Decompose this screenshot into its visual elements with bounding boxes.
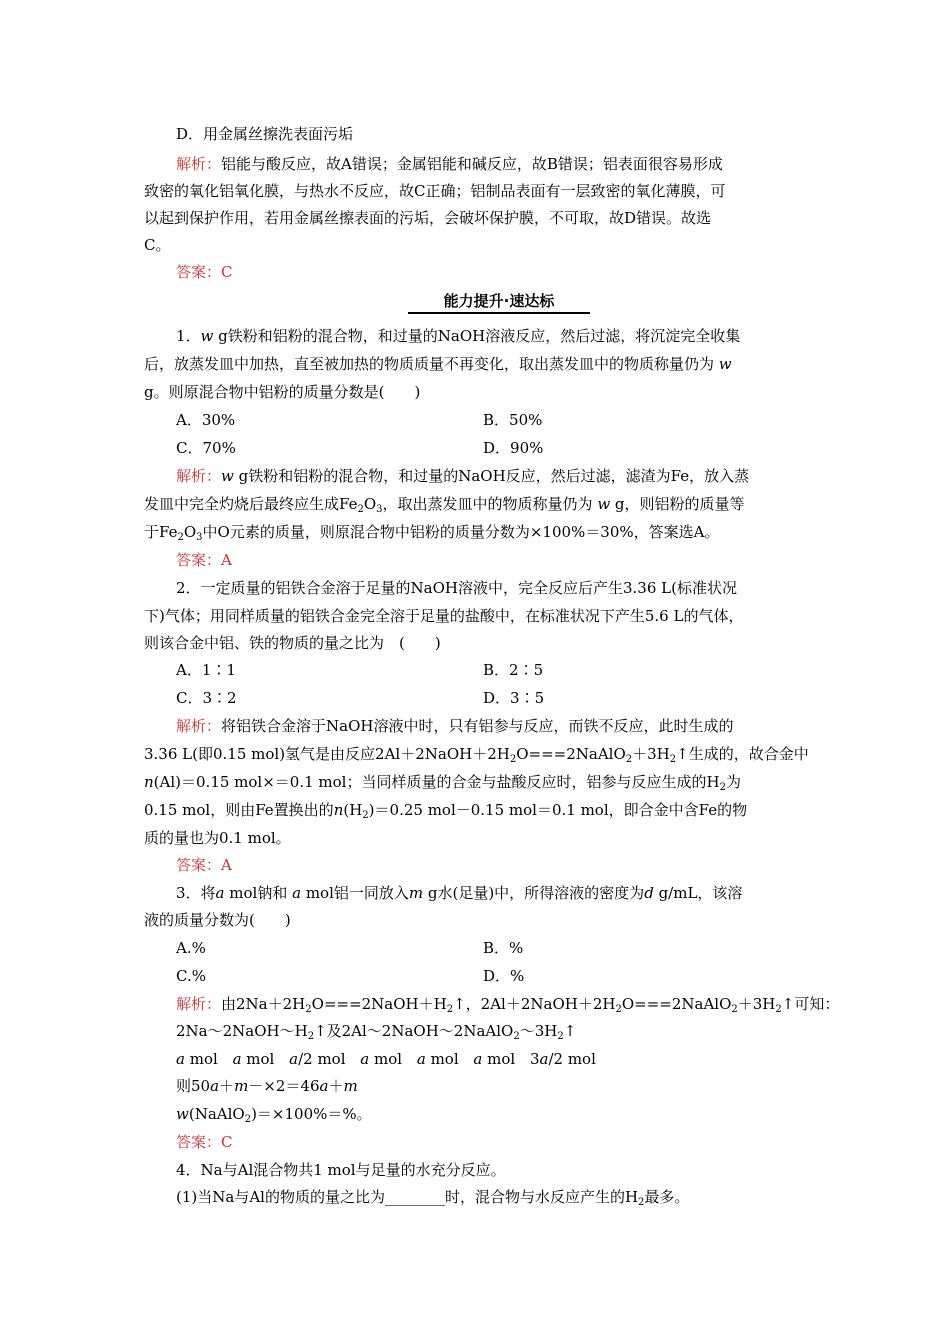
text: mol bbox=[184, 1050, 218, 1068]
analysis-label: 解析： bbox=[176, 995, 222, 1013]
var-a: a bbox=[215, 884, 225, 902]
text: ＋ bbox=[328, 1077, 344, 1095]
text: )＝×100%＝%。 bbox=[251, 1105, 372, 1123]
q3-then-line bbox=[176, 1076, 358, 1096]
answer-value: C bbox=[221, 1133, 233, 1151]
text: 由2Na＋2H bbox=[221, 995, 306, 1013]
text: ＋ bbox=[219, 1077, 235, 1095]
var-a: a bbox=[176, 1050, 185, 1068]
q3-equation-1 bbox=[176, 1021, 576, 1041]
q3-result-line bbox=[176, 1104, 372, 1124]
q2-option-b[interactable]: B．2∶5 bbox=[483, 661, 544, 679]
subscript: 2 bbox=[357, 504, 364, 515]
text: (1)当Na与Al的物质的量之比为________时，混合物与水反应产生的H bbox=[176, 1188, 639, 1206]
var-a: a bbox=[232, 1050, 242, 1068]
var-m: m bbox=[234, 1077, 249, 1095]
subscript: 2 bbox=[669, 754, 677, 765]
q3-line-2: 液的质量分数为( ) bbox=[144, 911, 291, 929]
q1-analysis-line-2 bbox=[144, 494, 745, 514]
text: 最多。 bbox=[644, 1188, 690, 1206]
text: 3．将 bbox=[176, 884, 216, 902]
q1-line-1 bbox=[176, 326, 740, 346]
text: O===2NaOH＋H bbox=[311, 995, 447, 1013]
text: mol bbox=[369, 1050, 403, 1068]
q1-answer bbox=[176, 550, 232, 570]
q3-equation-2 bbox=[176, 1049, 596, 1069]
q1-analysis-line-3 bbox=[144, 522, 719, 542]
q2-option-d[interactable]: D．3∶5 bbox=[483, 689, 545, 707]
analysis-label: 解析： bbox=[176, 467, 222, 485]
q1-option-b[interactable]: B．50% bbox=[483, 411, 543, 429]
q2-analysis-line-1 bbox=[176, 716, 733, 736]
q1-line-2 bbox=[144, 354, 732, 374]
subscript: 2 bbox=[638, 1197, 645, 1208]
text: )＝0.25 mol－0.15 mol＝0.1 mol，即合金中含Fe的物 bbox=[368, 801, 748, 819]
text: －×2＝46 bbox=[248, 1077, 320, 1095]
subscript: 3 bbox=[376, 504, 383, 515]
var-w: w bbox=[221, 467, 234, 485]
answer-value: A bbox=[221, 551, 232, 569]
text: g/mL，该溶 bbox=[653, 884, 743, 902]
subscript: 2 bbox=[446, 1004, 454, 1015]
analysis-label: 解析： bbox=[176, 717, 222, 735]
text: ＋3H bbox=[737, 995, 776, 1013]
var-w: w bbox=[597, 495, 611, 513]
text: 2Na～2NaOH～H bbox=[176, 1022, 308, 1040]
q1-option-a[interactable]: A．30% bbox=[176, 411, 236, 429]
prev-analysis-line-1 bbox=[176, 154, 723, 174]
var-a: a bbox=[473, 1050, 483, 1068]
q2-analysis-line-5: 质的量也为0.1 mol。 bbox=[144, 829, 291, 847]
text: 后，放蒸发皿中加热，直至被加热的物质质量不再变化，取出蒸发皿中的物质称量仍为 bbox=[144, 355, 719, 373]
section-title: 能力提升·速达标 bbox=[443, 292, 555, 310]
analysis-label: 解析： bbox=[176, 155, 222, 173]
q2-line-2: 下)气体；用同样质量的铝铁合金完全溶于足量的盐酸中，在标准状况下产生5.6 L的气体， bbox=[144, 607, 744, 625]
prev-analysis-line-4: C。 bbox=[144, 236, 171, 254]
q3-line-1 bbox=[176, 883, 742, 903]
text: ，取出蒸发皿中的物质称量仍为 bbox=[382, 495, 598, 513]
q1-analysis-line-1 bbox=[176, 466, 749, 486]
subscript: 2 bbox=[307, 1031, 315, 1042]
text: mol bbox=[482, 1050, 516, 1068]
text: 1． bbox=[176, 327, 201, 345]
var-w: w bbox=[718, 355, 732, 373]
text: mol钠和 bbox=[224, 884, 293, 902]
q4-line-1: 4．Na与Al混合物共1 mol与足量的水充分反应。 bbox=[176, 1161, 506, 1179]
text: 0.15 mol，则由Fe置换出的 bbox=[144, 801, 334, 819]
text: 3.36 L(即0.15 mol)氢气是由反应2Al＋2NaOH＋2H bbox=[144, 745, 510, 763]
q2-option-c[interactable]: C．3∶2 bbox=[176, 689, 237, 707]
var-n: n bbox=[333, 801, 344, 819]
text: 发皿中完全灼烧后最终应生成Fe bbox=[144, 495, 358, 513]
subscript: 2 bbox=[775, 1004, 782, 1015]
subscript: 2 bbox=[625, 754, 633, 765]
text: O bbox=[183, 523, 197, 541]
q3-option-b[interactable]: B．% bbox=[483, 939, 524, 957]
var-a: a bbox=[292, 884, 302, 902]
text: /2 mol bbox=[548, 1050, 596, 1068]
subscript: 2 bbox=[719, 782, 726, 793]
answer-value: C bbox=[221, 263, 233, 281]
text: 为 bbox=[725, 773, 741, 791]
q2-analysis-line-2 bbox=[144, 744, 809, 764]
text: g，则铝粉的质量等 bbox=[610, 495, 745, 513]
answer-value: A bbox=[221, 856, 232, 874]
q2-option-a[interactable]: A．1∶1 bbox=[176, 661, 236, 679]
text: ↑生成的，故合金中 bbox=[676, 745, 809, 763]
var-m: m bbox=[408, 884, 424, 902]
subscript: 3 bbox=[196, 532, 203, 543]
text: ↑ bbox=[563, 1022, 577, 1040]
q2-answer bbox=[176, 855, 232, 875]
subscript: 2 bbox=[244, 1114, 252, 1125]
q3-answer bbox=[176, 1132, 233, 1152]
q1-option-d[interactable]: D．90% bbox=[483, 439, 544, 457]
subscript: 2 bbox=[177, 532, 184, 543]
text: 3 bbox=[529, 1050, 540, 1068]
text: 将铝铁合金溶于NaOH溶液中时，只有铝参与反应，而铁不反应，此时生成的 bbox=[221, 717, 734, 735]
var-a: a bbox=[416, 1050, 426, 1068]
q1-option-c[interactable]: C．70% bbox=[176, 439, 236, 457]
text: (H bbox=[343, 801, 363, 819]
subscript: 2 bbox=[509, 754, 517, 765]
q3-analysis-line-1 bbox=[176, 994, 839, 1014]
text: mol bbox=[241, 1050, 275, 1068]
prev-analysis-line-2: 致密的氧化铝氧化膜，与热水不反应，故C正确；铝制品表面有一层致密的氧化薄膜，可 bbox=[144, 182, 726, 200]
text: 则50 bbox=[176, 1077, 211, 1095]
q3-option-c[interactable]: C.% bbox=[176, 967, 206, 985]
text: mol bbox=[425, 1050, 459, 1068]
text: O bbox=[363, 495, 377, 513]
q2-analysis-line-4 bbox=[144, 800, 747, 820]
text: O===2NaAlO bbox=[621, 995, 732, 1013]
answer-label: 答案： bbox=[176, 1133, 222, 1151]
prev-answer bbox=[176, 262, 233, 282]
text: (NaAlO bbox=[188, 1105, 245, 1123]
text: ↑可知： bbox=[781, 995, 840, 1013]
var-a: a bbox=[360, 1050, 370, 1068]
subscript: 2 bbox=[362, 810, 369, 821]
text: 中O元素的质量，则原混合物中铝粉的质量分数为×100%＝30%，答案选A。 bbox=[202, 523, 720, 541]
subscript: 2 bbox=[557, 1031, 564, 1042]
q2-line-1: 2．一定质量的铝铁合金溶于足量的NaOH溶液中，完全反应后产生3.36 L(标准状况 bbox=[176, 579, 737, 597]
text: ～3H bbox=[519, 1022, 558, 1040]
subscript: 2 bbox=[615, 1004, 622, 1015]
var-a: a bbox=[319, 1077, 329, 1095]
text: g铁粉和铝粉的混合物，和过量的NaOH反应，然后过滤，滤渣为Fe，放入蒸 bbox=[233, 467, 750, 485]
q3-option-d[interactable]: D．% bbox=[483, 967, 525, 985]
var-a: a bbox=[289, 1050, 299, 1068]
text: mol铝一同放入 bbox=[301, 884, 409, 902]
q1-line-3: g。则原混合物中铝粉的质量分数是( ) bbox=[144, 383, 421, 401]
answer-label: 答案： bbox=[176, 551, 222, 569]
subscript: 2 bbox=[513, 1031, 520, 1042]
text: 铝能与酸反应，故A错误；金属铝能和碱反应，故B错误；铝表面很容易形成 bbox=[221, 155, 723, 173]
subscript: 2 bbox=[731, 1004, 738, 1015]
text: ＋3H bbox=[632, 745, 670, 763]
var-n: n bbox=[144, 773, 154, 791]
section-underline bbox=[408, 312, 590, 314]
q4-line-2 bbox=[176, 1187, 689, 1207]
var-w: w bbox=[176, 1105, 189, 1123]
text: 于Fe bbox=[144, 523, 178, 541]
text: (Al)＝0.15 mol×＝0.1 mol；当同样质量的合金与盐酸反应时，铝参与反应生成的H bbox=[153, 773, 720, 791]
answer-label: 答案： bbox=[176, 856, 222, 874]
var-a: a bbox=[539, 1050, 549, 1068]
prev-analysis-line-3: 以起到保护作用，若用金属丝擦表面的污垢，会破坏保护膜，不可取，故D错误。故选 bbox=[144, 209, 712, 227]
text: ↑及2Al～2NaOH～2NaAlO bbox=[314, 1022, 514, 1040]
text: O===2NaAlO bbox=[516, 745, 626, 763]
text: g铁粉和铝粉的混合物，和过量的NaOH溶液反应，然后过滤，将沉淀完全收集 bbox=[213, 327, 741, 345]
q3-option-a[interactable]: A.% bbox=[176, 939, 206, 957]
var-m: m bbox=[343, 1077, 358, 1095]
var-d: d bbox=[644, 884, 654, 902]
prev-option-d: D．用金属丝擦洗表面污垢 bbox=[176, 125, 354, 143]
text: ↑，2Al＋2NaOH＋2H bbox=[453, 995, 616, 1013]
text: /2 mol bbox=[298, 1050, 346, 1068]
var-a: a bbox=[210, 1077, 220, 1095]
q2-line-3: 则该合金中铝、铁的物质的量之比为 ( ) bbox=[144, 634, 441, 652]
text: g水(足量)中，所得溶液的密度为 bbox=[423, 884, 645, 902]
subscript: 2 bbox=[305, 1004, 312, 1015]
q2-analysis-line-3 bbox=[144, 772, 741, 792]
var-w: w bbox=[200, 327, 214, 345]
answer-label: 答案： bbox=[176, 263, 222, 281]
